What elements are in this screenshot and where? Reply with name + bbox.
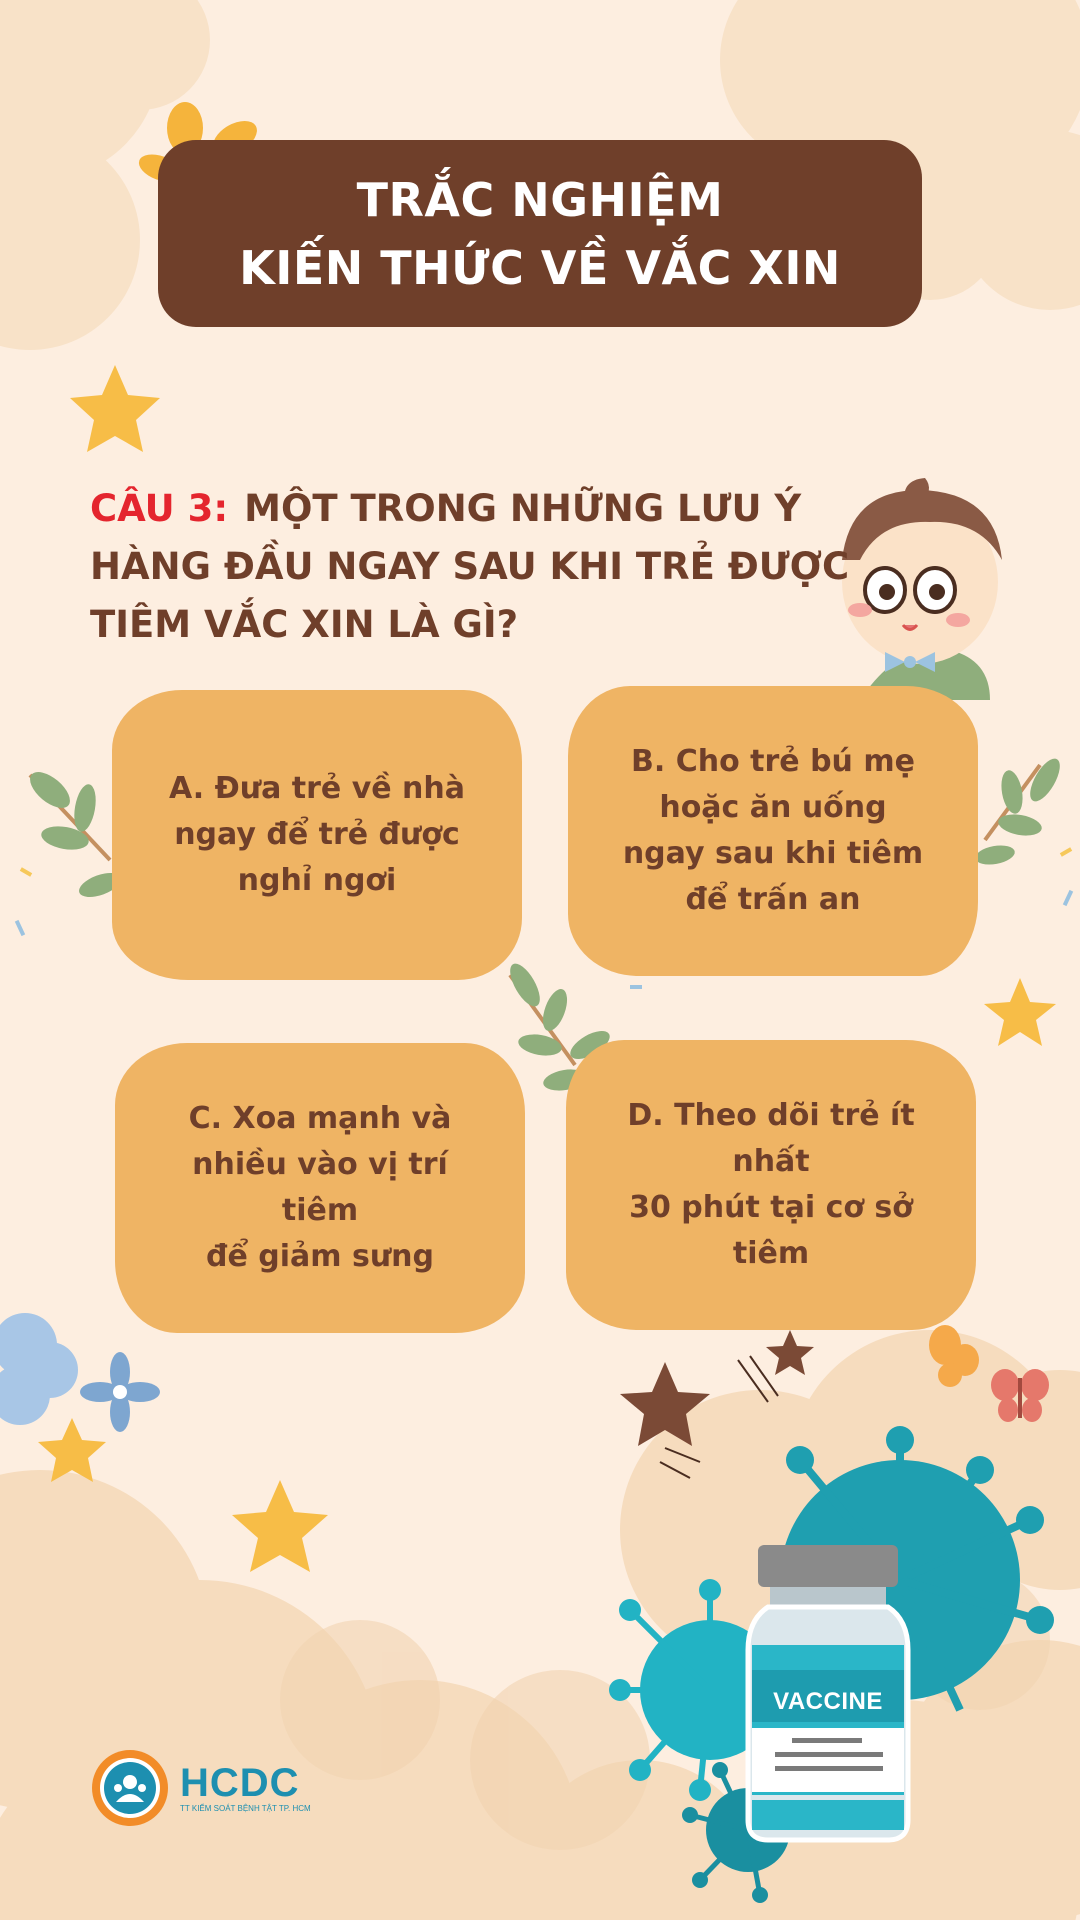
answer-text-a: A. Đưa trẻ về nhà ngay để trẻ được nghỉ ngơi — [168, 771, 466, 898]
question-text — [90, 480, 850, 654]
title-line-1: TRẮC NGHIỆM — [356, 172, 724, 227]
title-banner — [158, 140, 922, 327]
hcdc-logo-icon — [90, 1748, 170, 1828]
logo-subtitle: TT KIỂM SOÁT BỆNH TẬT TP. HCM — [180, 1804, 311, 1813]
answer-option-d[interactable] — [566, 1040, 976, 1330]
question-label: CÂU 3: — [90, 487, 229, 530]
question-body: MỘT TRONG NHỮNG LƯU Ý HÀNG ĐẦU NGAY SAU KHI TRẺ ĐƯỢC TIÊM VẮC XIN LÀ GÌ? — [90, 487, 850, 646]
answer-text-d: D. Theo dõi trẻ ít nhất 30 phút tại cơ sở tiêm — [627, 1098, 915, 1271]
answer-option-c[interactable] — [115, 1043, 525, 1333]
logo-name: HCDC — [180, 1761, 300, 1805]
hcdc-logo — [90, 1748, 311, 1828]
answer-text-c: C. Xoa mạnh và nhiều vào vị trí tiêm để giảm sưng — [188, 1101, 452, 1274]
answer-text-b: B. Cho trẻ bú mẹ hoặc ăn uống ngay sau khi tiêm để trấn an — [622, 744, 924, 917]
answer-option-a[interactable] — [112, 690, 522, 980]
vaccine-label: VACCINE — [773, 1688, 883, 1715]
answer-option-b[interactable] — [568, 686, 978, 976]
title-line-2: KIẾN THỨC VỀ VẮC XIN — [239, 240, 841, 295]
